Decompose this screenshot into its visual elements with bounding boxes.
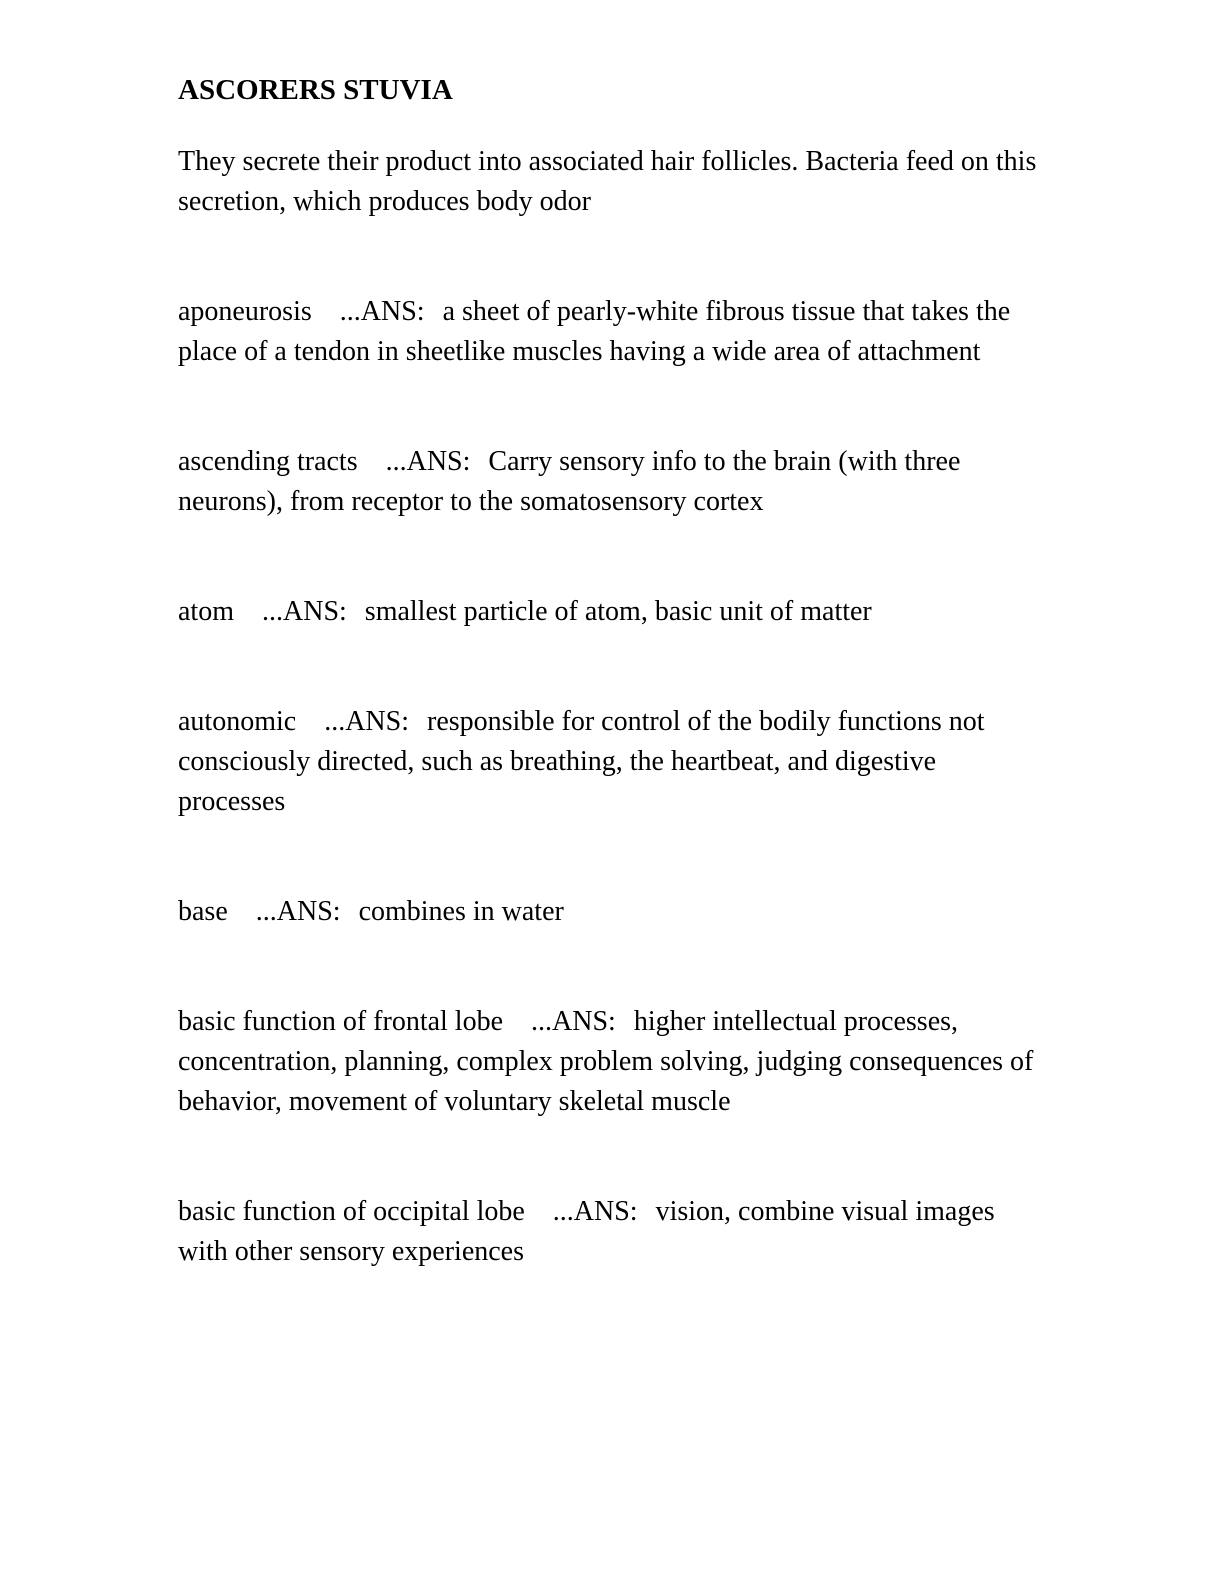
definition-text: a sheet of pearly-white fibrous tissue that takes the place of a tendon in sheetlike muscles having a wide area of attachment	[178, 296, 1011, 367]
ans-separator: ...ANS:	[262, 596, 347, 627]
flashcard-entry	[178, 292, 1048, 372]
definition-text: higher intellectual processes, concentration, planning, complex problem solving, judging consequences of behavior, movement of voluntary skeletal muscle	[178, 1006, 1034, 1117]
flashcard-entry	[178, 442, 1048, 522]
term-text: base	[178, 896, 228, 927]
ans-separator: ...ANS:	[385, 446, 471, 477]
ans-separator: ...ANS:	[531, 1006, 616, 1037]
intro-paragraph: They secrete their product into associated hair follicles. Bacteria feed on this secretion, which produces body odor	[178, 146, 1037, 217]
definition-text: responsible for control of the bodily functions not consciously directed, such as breathing, the heartbeat, and digestive processes	[178, 706, 985, 817]
ans-separator: ...ANS:	[255, 896, 341, 927]
term-text: basic function of occipital lobe	[178, 1196, 525, 1227]
flashcard-entry	[178, 1002, 1048, 1122]
term-text: basic function of frontal lobe	[178, 1006, 504, 1037]
flashcard-entry	[178, 892, 1048, 932]
definition-text: smallest particle of atom, basic unit of matter	[364, 596, 872, 627]
flashcard-entry	[178, 702, 1048, 822]
definition-text: vision, combine visual images with other sensory experiences	[178, 1196, 995, 1267]
ans-separator: ...ANS:	[324, 706, 409, 737]
entry-list	[178, 292, 1048, 1272]
definition-text: Carry sensory info to the brain (with three neurons), from receptor to the somatosensory cortex	[178, 446, 961, 517]
term-text: aponeurosis	[178, 296, 312, 327]
definition-text: combines in water	[358, 896, 564, 927]
term-text: atom	[178, 596, 234, 627]
flashcard-entry	[178, 1192, 1048, 1272]
ans-separator: ...ANS:	[552, 1196, 638, 1227]
ans-separator: ...ANS:	[339, 296, 425, 327]
flashcard-entry	[178, 592, 1048, 632]
term-text: autonomic	[178, 706, 297, 737]
page-title: ASCORERS STUVIA	[178, 74, 453, 106]
term-text: ascending tracts	[178, 446, 358, 477]
